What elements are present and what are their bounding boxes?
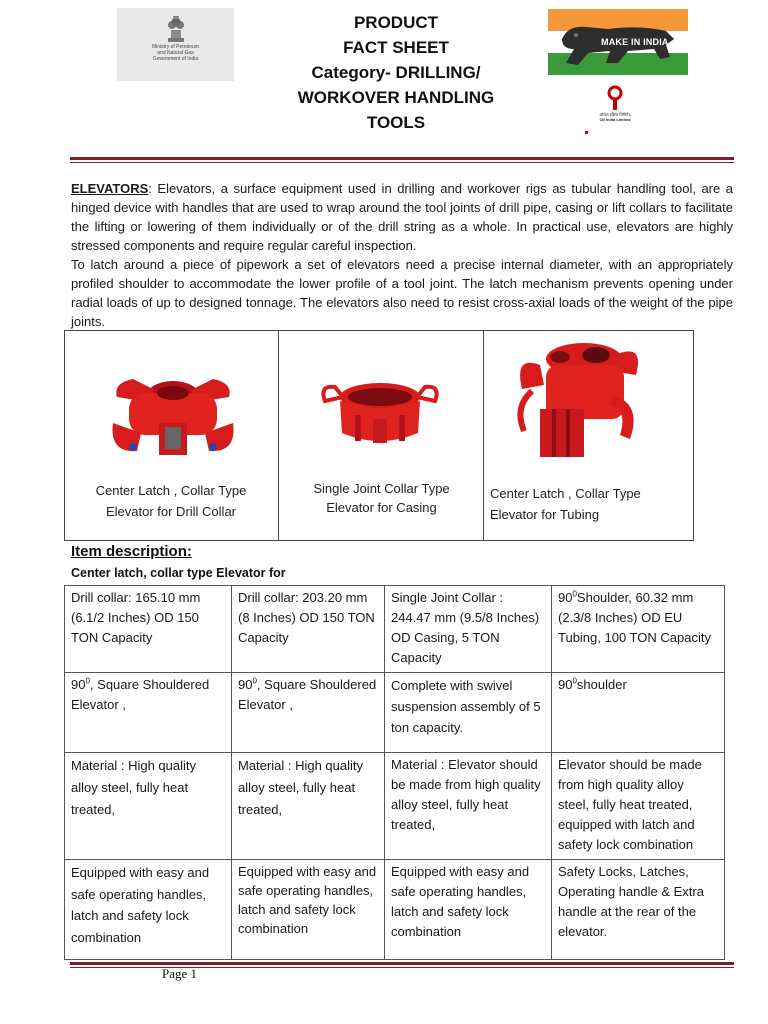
spec-row: [65, 860, 725, 960]
oil-logo-english: Oil India Limited: [599, 117, 631, 122]
spec-cell: Safety Locks, Latches, Operating handle & Extra handle at the rear of the elevator.: [552, 860, 725, 960]
drill-collar-elevator-icon: [103, 363, 243, 463]
spec-cell: Complete with swivel suspension assembly of 5 ton capacity.: [385, 673, 552, 753]
spec-cell: [552, 673, 725, 753]
degree-sup: 0: [85, 676, 90, 686]
image-caption-tubing: [490, 483, 641, 525]
title-line-2: FACT SHEET: [343, 38, 449, 57]
intro-paragraph-1: [71, 179, 733, 255]
ministry-line-3: Government of India: [152, 56, 199, 62]
spec-cell: Equipped with easy and safe operating handles, latch and safety lock combination: [385, 860, 552, 960]
spec-text: , Square Shouldered Elevator ,: [71, 677, 210, 712]
intro-paragraph-1-body: : Elevators, a surface equipment used in drilling and workover rigs as tubular handling tool, are a hinged device with handles that are used to wrap around the tool joints of drill pipe, casing or lift collars to facilitate the lifting or lowering of them individually or of the drill string as a whole. In practical use, elevators are highly stressed components and require regular careful inspection.: [71, 181, 733, 253]
red-dot: [585, 131, 588, 134]
ministry-line-2: and Natural Gas: [157, 50, 194, 56]
ministry-line-1: Ministry of Petroleum: [152, 44, 199, 50]
caption-line-1: Single Joint Collar Type: [313, 481, 450, 496]
spec-cell: Material : High quality alloy steel, fully heat treated,: [65, 753, 232, 860]
header-rule-thin: [70, 162, 734, 163]
degree-sup: 0: [252, 676, 257, 686]
elevator-image-table: [64, 330, 694, 541]
spec-cell: [65, 673, 232, 753]
spec-table: [64, 585, 725, 960]
spec-row: [65, 753, 725, 860]
degree-sup: 0: [572, 676, 577, 686]
spec-cell: Single Joint Collar : 244.47 mm (9.5/8 Inches) OD Casing, 5 TON Capacity: [385, 586, 552, 673]
title-line-5: TOOLS: [366, 113, 426, 132]
tubing-elevator-icon: [514, 335, 644, 459]
spec-cell: Material : High quality alloy steel, fully heat treated,: [232, 753, 385, 860]
spec-text: shoulder: [576, 677, 627, 692]
spec-cell: [552, 586, 725, 673]
make-in-india-logo: [548, 9, 688, 75]
spec-cell: Drill collar: 165.10 mm (6.1/2 Inches) OD 150 TON Capacity: [65, 586, 232, 673]
title-line-4: WORKOVER HANDLING: [297, 88, 495, 107]
image-caption-casing: [279, 479, 484, 517]
image-cell-casing: [279, 331, 484, 540]
caption-line-1: Center Latch , Collar Type: [490, 486, 641, 501]
spec-cell: Material : Elevator should be made from high quality alloy steel, fully heat treated,: [385, 753, 552, 860]
image-caption-drill-collar: [65, 480, 277, 522]
spec-cell: [232, 673, 385, 753]
spec-text: Shoulder, 60.32 mm (2.3/8 Inches) OD EU Tubing, 100 TON Capacity: [558, 590, 711, 645]
image-cell-tubing: [484, 331, 693, 540]
oil-logo-hindi: ऑयल इंडिया लिमिटेड: [599, 112, 631, 117]
footer-rule: [70, 962, 734, 965]
national-emblem-icon: [165, 14, 187, 44]
page-number: Page 1: [162, 966, 198, 981]
ministry-logo: [117, 8, 234, 81]
spec-cell: Equipped with easy and safe operating handles, latch and safety lock combination: [65, 860, 232, 960]
caption-line-2: Elevator for Casing: [326, 500, 437, 515]
degree-value: 90: [71, 677, 86, 692]
intro-text: [71, 179, 733, 331]
spec-cell: Equipped with easy and safe operating handles, latch and safety lock combination: [232, 860, 385, 960]
caption-line-1: Center Latch , Collar Type: [95, 483, 247, 498]
casing-elevator-icon: [317, 375, 443, 455]
spec-text: , Square Shouldered Elevator ,: [238, 677, 377, 712]
degree-value: 90: [558, 677, 573, 692]
oil-india-logo: [585, 85, 645, 135]
caption-line-2: Elevator for Tubing: [490, 507, 600, 522]
spec-row: [65, 673, 725, 753]
title-line-1: PRODUCT: [353, 13, 439, 32]
oil-india-drop-icon: [607, 85, 623, 111]
image-cell-drill-collar: [65, 331, 279, 540]
item-description-subheading: Center latch, collar type Elevator for: [71, 566, 286, 580]
degree-value: 90: [558, 590, 573, 605]
intro-lead: ELEVATORS: [71, 181, 149, 196]
header-rule: [70, 157, 734, 160]
make-in-india-text: MAKE IN INDIA: [601, 37, 669, 47]
spec-cell: Drill collar: 203.20 mm (8 Inches) OD 150 TON Capacity: [232, 586, 385, 673]
title-line-3: Category- DRILLING/: [311, 63, 481, 82]
degree-value: 90: [238, 677, 253, 692]
item-description-heading: Item description:: [71, 543, 192, 560]
intro-paragraph-2: To latch around a piece of pipework a set of elevators need a precise internal diameter, with an appropriately profiled shoulder to accommodate the lower profile of a tool joint. The latch mechanism prevents opening under radial loads of up to designed tonnage. The elevators also need to resist cross-axial loads of the weight of the pipe joints.: [71, 257, 733, 329]
degree-sup: 0: [572, 589, 577, 599]
page-title: [280, 10, 512, 135]
spec-row: [65, 586, 725, 673]
caption-line-2: Elevator for Drill Collar: [105, 504, 237, 519]
spec-cell: Elevator should be made from high quality alloy steel, fully heat treated, equipped with latch and safety lock combination: [552, 753, 725, 860]
